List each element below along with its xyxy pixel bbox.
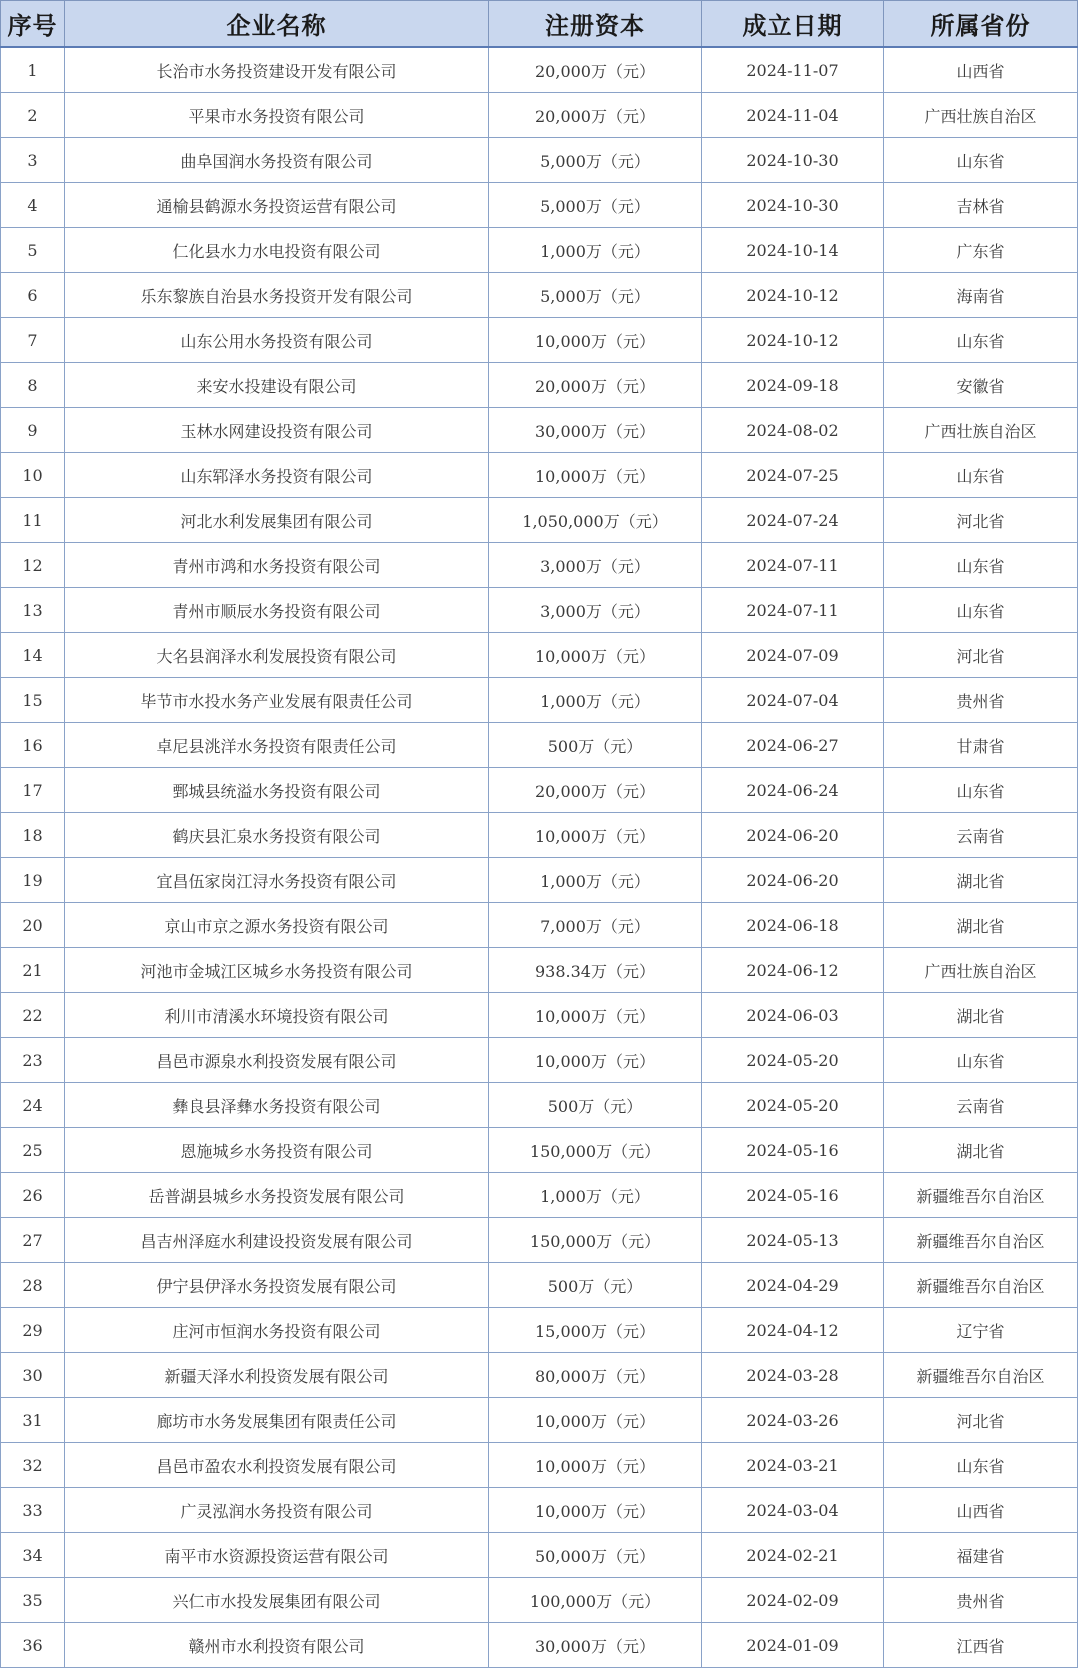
table-row <box>1 498 1078 543</box>
cell-province: 安徽省 <box>884 363 1078 408</box>
cell-company: 广灵泓润水务投资有限公司 <box>65 1488 489 1533</box>
cell-date: 2024-03-21 <box>702 1443 884 1488</box>
table-row <box>1 453 1078 498</box>
cell-index: 5 <box>1 228 65 273</box>
table-row <box>1 813 1078 858</box>
table-row <box>1 47 1078 93</box>
cell-index: 12 <box>1 543 65 588</box>
table-row <box>1 633 1078 678</box>
cell-index: 1 <box>1 47 65 93</box>
cell-index: 14 <box>1 633 65 678</box>
table-row <box>1 1398 1078 1443</box>
cell-date: 2024-07-11 <box>702 543 884 588</box>
cell-company: 河北水利发展集团有限公司 <box>65 498 489 543</box>
cell-company: 山东公用水务投资有限公司 <box>65 318 489 363</box>
cell-province: 山东省 <box>884 1038 1078 1083</box>
cell-province: 江西省 <box>884 1623 1078 1668</box>
cell-date: 2024-05-13 <box>702 1218 884 1263</box>
cell-date: 2024-03-26 <box>702 1398 884 1443</box>
cell-company: 青州市顺辰水务投资有限公司 <box>65 588 489 633</box>
cell-index: 34 <box>1 1533 65 1578</box>
cell-province: 甘肃省 <box>884 723 1078 768</box>
cell-index: 27 <box>1 1218 65 1263</box>
cell-date: 2024-05-20 <box>702 1038 884 1083</box>
cell-index: 3 <box>1 138 65 183</box>
cell-province: 贵州省 <box>884 678 1078 723</box>
cell-capital: 3,000万（元） <box>489 588 702 633</box>
cell-index: 7 <box>1 318 65 363</box>
cell-index: 21 <box>1 948 65 993</box>
cell-date: 2024-05-16 <box>702 1128 884 1173</box>
table-row <box>1 1353 1078 1398</box>
header-date: 成立日期 <box>702 1 884 48</box>
cell-date: 2024-07-09 <box>702 633 884 678</box>
cell-index: 10 <box>1 453 65 498</box>
cell-province: 广西壮族自治区 <box>884 93 1078 138</box>
cell-capital: 500万（元） <box>489 1083 702 1128</box>
cell-date: 2024-05-16 <box>702 1173 884 1218</box>
cell-date: 2024-07-04 <box>702 678 884 723</box>
cell-province: 广西壮族自治区 <box>884 408 1078 453</box>
cell-company: 卓尼县洮洋水务投资有限责任公司 <box>65 723 489 768</box>
table-row <box>1 993 1078 1038</box>
cell-company: 岳普湖县城乡水务投资发展有限公司 <box>65 1173 489 1218</box>
table-row <box>1 273 1078 318</box>
table-row <box>1 948 1078 993</box>
cell-capital: 80,000万（元） <box>489 1353 702 1398</box>
cell-company: 山东郓泽水务投资有限公司 <box>65 453 489 498</box>
cell-index: 32 <box>1 1443 65 1488</box>
cell-date: 2024-06-12 <box>702 948 884 993</box>
cell-index: 4 <box>1 183 65 228</box>
cell-capital: 10,000万（元） <box>489 1038 702 1083</box>
cell-province: 福建省 <box>884 1533 1078 1578</box>
cell-company: 河池市金城江区城乡水务投资有限公司 <box>65 948 489 993</box>
cell-province: 山西省 <box>884 1488 1078 1533</box>
cell-date: 2024-02-21 <box>702 1533 884 1578</box>
cell-company: 仁化县水力水电投资有限公司 <box>65 228 489 273</box>
header-company: 企业名称 <box>65 1 489 48</box>
cell-capital: 10,000万（元） <box>489 1398 702 1443</box>
cell-date: 2024-03-04 <box>702 1488 884 1533</box>
cell-company: 平果市水务投资有限公司 <box>65 93 489 138</box>
cell-province: 海南省 <box>884 273 1078 318</box>
cell-company: 鄄城县统溢水务投资有限公司 <box>65 768 489 813</box>
cell-index: 23 <box>1 1038 65 1083</box>
cell-index: 28 <box>1 1263 65 1308</box>
cell-capital: 30,000万（元） <box>489 1623 702 1668</box>
cell-company: 京山市京之源水务投资有限公司 <box>65 903 489 948</box>
cell-index: 16 <box>1 723 65 768</box>
table-header <box>1 1 1078 48</box>
table-row <box>1 1533 1078 1578</box>
cell-capital: 3,000万（元） <box>489 543 702 588</box>
cell-capital: 10,000万（元） <box>489 633 702 678</box>
table-body <box>1 47 1078 1668</box>
cell-capital: 30,000万（元） <box>489 408 702 453</box>
cell-date: 2024-06-20 <box>702 813 884 858</box>
cell-index: 13 <box>1 588 65 633</box>
table-row <box>1 903 1078 948</box>
cell-company: 赣州市水利投资有限公司 <box>65 1623 489 1668</box>
cell-province: 吉林省 <box>884 183 1078 228</box>
cell-date: 2024-03-28 <box>702 1353 884 1398</box>
cell-capital: 10,000万（元） <box>489 993 702 1038</box>
cell-company: 大名县润泽水利发展投资有限公司 <box>65 633 489 678</box>
cell-company: 伊宁县伊泽水务投资发展有限公司 <box>65 1263 489 1308</box>
table-row <box>1 318 1078 363</box>
cell-company: 乐东黎族自治县水务投资开发有限公司 <box>65 273 489 318</box>
cell-company: 玉林水网建设投资有限公司 <box>65 408 489 453</box>
table-row <box>1 723 1078 768</box>
table-row <box>1 1623 1078 1668</box>
cell-province: 贵州省 <box>884 1578 1078 1623</box>
header-province: 所属省份 <box>884 1 1078 48</box>
table-row <box>1 768 1078 813</box>
cell-index: 36 <box>1 1623 65 1668</box>
cell-province: 新疆维吾尔自治区 <box>884 1263 1078 1308</box>
cell-index: 31 <box>1 1398 65 1443</box>
cell-province: 辽宁省 <box>884 1308 1078 1353</box>
table-row <box>1 1173 1078 1218</box>
table-row <box>1 228 1078 273</box>
cell-index: 25 <box>1 1128 65 1173</box>
cell-capital: 10,000万（元） <box>489 318 702 363</box>
cell-province: 山东省 <box>884 543 1078 588</box>
cell-capital: 10,000万（元） <box>489 1488 702 1533</box>
cell-capital: 1,000万（元） <box>489 1173 702 1218</box>
cell-capital: 50,000万（元） <box>489 1533 702 1578</box>
cell-index: 9 <box>1 408 65 453</box>
table-row <box>1 363 1078 408</box>
cell-date: 2024-02-09 <box>702 1578 884 1623</box>
cell-date: 2024-06-18 <box>702 903 884 948</box>
cell-index: 30 <box>1 1353 65 1398</box>
cell-capital: 20,000万（元） <box>489 363 702 408</box>
cell-index: 26 <box>1 1173 65 1218</box>
cell-capital: 7,000万（元） <box>489 903 702 948</box>
table-row <box>1 183 1078 228</box>
cell-province: 山东省 <box>884 453 1078 498</box>
cell-company: 昌邑市盈农水利投资发展有限公司 <box>65 1443 489 1488</box>
cell-company: 新疆天泽水利投资发展有限公司 <box>65 1353 489 1398</box>
cell-province: 云南省 <box>884 1083 1078 1128</box>
cell-date: 2024-11-04 <box>702 93 884 138</box>
table-row <box>1 678 1078 723</box>
cell-company: 鹤庆县汇泉水务投资有限公司 <box>65 813 489 858</box>
cell-date: 2024-07-25 <box>702 453 884 498</box>
cell-province: 山西省 <box>884 47 1078 93</box>
cell-index: 2 <box>1 93 65 138</box>
cell-date: 2024-05-20 <box>702 1083 884 1128</box>
cell-index: 20 <box>1 903 65 948</box>
cell-province: 河北省 <box>884 1398 1078 1443</box>
cell-province: 湖北省 <box>884 903 1078 948</box>
table-row <box>1 1083 1078 1128</box>
cell-company: 青州市鸿和水务投资有限公司 <box>65 543 489 588</box>
table-row <box>1 588 1078 633</box>
cell-date: 2024-08-02 <box>702 408 884 453</box>
cell-index: 29 <box>1 1308 65 1353</box>
cell-province: 山东省 <box>884 588 1078 633</box>
cell-company: 兴仁市水投发展集团有限公司 <box>65 1578 489 1623</box>
cell-capital: 500万（元） <box>489 1263 702 1308</box>
cell-date: 2024-06-20 <box>702 858 884 903</box>
table-row <box>1 1263 1078 1308</box>
cell-index: 15 <box>1 678 65 723</box>
cell-date: 2024-06-03 <box>702 993 884 1038</box>
cell-province: 湖北省 <box>884 993 1078 1038</box>
cell-company: 曲阜国润水务投资有限公司 <box>65 138 489 183</box>
cell-capital: 10,000万（元） <box>489 453 702 498</box>
cell-capital: 1,050,000万（元） <box>489 498 702 543</box>
cell-index: 6 <box>1 273 65 318</box>
cell-province: 山东省 <box>884 1443 1078 1488</box>
cell-province: 河北省 <box>884 498 1078 543</box>
cell-date: 2024-10-30 <box>702 138 884 183</box>
cell-capital: 1,000万（元） <box>489 228 702 273</box>
table-row <box>1 1578 1078 1623</box>
cell-date: 2024-11-07 <box>702 47 884 93</box>
cell-capital: 15,000万（元） <box>489 1308 702 1353</box>
cell-company: 南平市水资源投资运营有限公司 <box>65 1533 489 1578</box>
cell-date: 2024-04-29 <box>702 1263 884 1308</box>
cell-province: 新疆维吾尔自治区 <box>884 1173 1078 1218</box>
table-row <box>1 408 1078 453</box>
cell-company: 宜昌伍家岗江浔水务投资有限公司 <box>65 858 489 903</box>
cell-company: 廊坊市水务发展集团有限责任公司 <box>65 1398 489 1443</box>
cell-capital: 20,000万（元） <box>489 768 702 813</box>
cell-index: 33 <box>1 1488 65 1533</box>
cell-capital: 10,000万（元） <box>489 1443 702 1488</box>
cell-company: 昌邑市源泉水利投资发展有限公司 <box>65 1038 489 1083</box>
table-row <box>1 1128 1078 1173</box>
cell-date: 2024-06-24 <box>702 768 884 813</box>
header-index: 序号 <box>1 1 65 48</box>
cell-capital: 150,000万（元） <box>489 1218 702 1263</box>
cell-province: 山东省 <box>884 318 1078 363</box>
cell-capital: 1,000万（元） <box>489 678 702 723</box>
cell-capital: 10,000万（元） <box>489 813 702 858</box>
table-row <box>1 858 1078 903</box>
table-row <box>1 1308 1078 1353</box>
cell-capital: 500万（元） <box>489 723 702 768</box>
cell-capital: 5,000万（元） <box>489 273 702 318</box>
table-row <box>1 1443 1078 1488</box>
cell-province: 广东省 <box>884 228 1078 273</box>
cell-province: 湖北省 <box>884 1128 1078 1173</box>
cell-company: 长治市水务投资建设开发有限公司 <box>65 47 489 93</box>
cell-province: 山东省 <box>884 138 1078 183</box>
cell-company: 庄河市恒润水务投资有限公司 <box>65 1308 489 1353</box>
table-row <box>1 1038 1078 1083</box>
cell-capital: 5,000万（元） <box>489 138 702 183</box>
table-row <box>1 543 1078 588</box>
table-row <box>1 1218 1078 1263</box>
cell-date: 2024-07-11 <box>702 588 884 633</box>
cell-province: 云南省 <box>884 813 1078 858</box>
cell-date: 2024-10-12 <box>702 318 884 363</box>
cell-capital: 20,000万（元） <box>489 47 702 93</box>
cell-index: 11 <box>1 498 65 543</box>
cell-index: 24 <box>1 1083 65 1128</box>
cell-date: 2024-09-18 <box>702 363 884 408</box>
cell-index: 18 <box>1 813 65 858</box>
cell-province: 河北省 <box>884 633 1078 678</box>
cell-capital: 150,000万（元） <box>489 1128 702 1173</box>
cell-province: 山东省 <box>884 768 1078 813</box>
cell-index: 35 <box>1 1578 65 1623</box>
cell-date: 2024-07-24 <box>702 498 884 543</box>
cell-date: 2024-10-30 <box>702 183 884 228</box>
cell-company: 通榆县鹤源水务投资运营有限公司 <box>65 183 489 228</box>
cell-company: 利川市清溪水环境投资有限公司 <box>65 993 489 1038</box>
cell-capital: 5,000万（元） <box>489 183 702 228</box>
cell-company: 毕节市水投水务产业发展有限责任公司 <box>65 678 489 723</box>
cell-capital: 938.34万（元） <box>489 948 702 993</box>
table-row <box>1 93 1078 138</box>
table-row <box>1 1488 1078 1533</box>
cell-province: 新疆维吾尔自治区 <box>884 1218 1078 1263</box>
header-row <box>1 1 1078 48</box>
cell-capital: 100,000万（元） <box>489 1578 702 1623</box>
cell-index: 22 <box>1 993 65 1038</box>
header-capital: 注册资本 <box>489 1 702 48</box>
cell-province: 新疆维吾尔自治区 <box>884 1353 1078 1398</box>
cell-company: 来安水投建设有限公司 <box>65 363 489 408</box>
cell-date: 2024-10-14 <box>702 228 884 273</box>
cell-index: 17 <box>1 768 65 813</box>
cell-company: 恩施城乡水务投资有限公司 <box>65 1128 489 1173</box>
cell-company: 昌吉州泽庭水利建设投资发展有限公司 <box>65 1218 489 1263</box>
cell-capital: 1,000万（元） <box>489 858 702 903</box>
cell-capital: 20,000万（元） <box>489 93 702 138</box>
cell-province: 湖北省 <box>884 858 1078 903</box>
table-row <box>1 138 1078 183</box>
cell-date: 2024-06-27 <box>702 723 884 768</box>
cell-company: 彝良县泽彝水务投资有限公司 <box>65 1083 489 1128</box>
cell-index: 8 <box>1 363 65 408</box>
cell-date: 2024-10-12 <box>702 273 884 318</box>
cell-date: 2024-01-09 <box>702 1623 884 1668</box>
cell-index: 19 <box>1 858 65 903</box>
cell-date: 2024-04-12 <box>702 1308 884 1353</box>
cell-province: 广西壮族自治区 <box>884 948 1078 993</box>
